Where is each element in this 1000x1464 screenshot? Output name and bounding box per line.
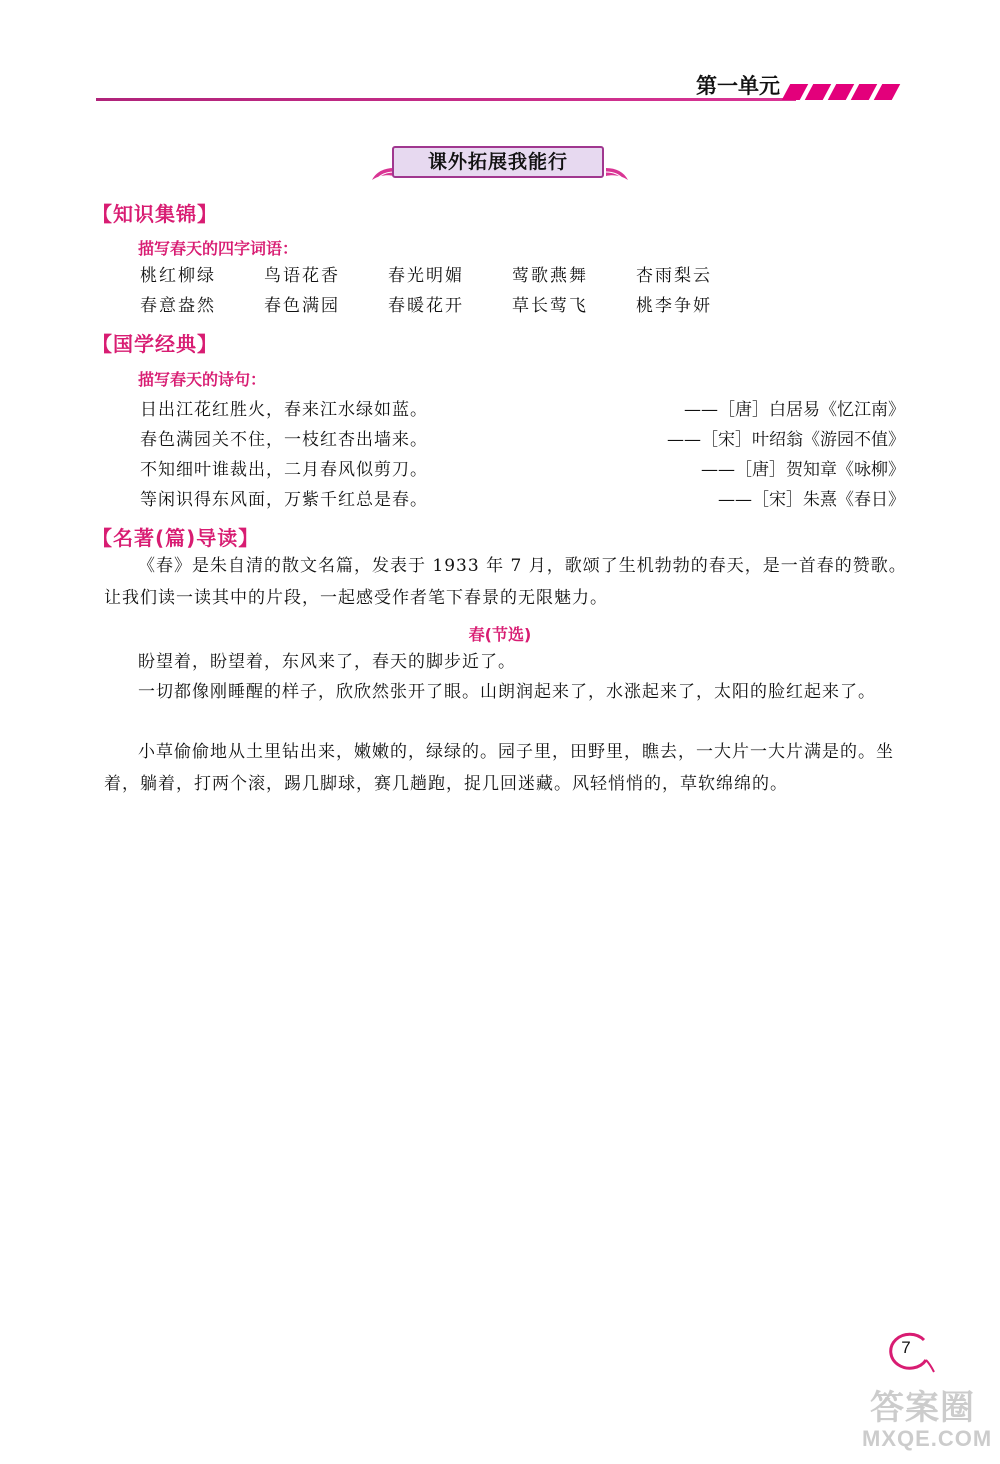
idiom: 春暖花开 xyxy=(388,296,464,316)
watermark xyxy=(862,1380,992,1460)
classics-heading: 【国学经典】 xyxy=(92,332,218,356)
idiom: 桃李争妍 xyxy=(636,296,712,316)
poem-line: 春色满园关不住，一枝红杏出墙来。 xyxy=(140,430,428,450)
excerpt-title: 春(节选) xyxy=(468,625,532,644)
right-ornament-icon xyxy=(604,164,630,182)
idiom: 杏雨梨云 xyxy=(636,266,712,286)
poem-line: 不知细叶谁裁出，二月春风似剪刀。 xyxy=(140,460,428,480)
poem-source: ——［宋］朱熹《春日》 xyxy=(718,490,905,510)
poem-source: ——［唐］白居易《忆江南》 xyxy=(684,400,905,420)
knowledge-heading: 【知识集锦】 xyxy=(92,202,218,226)
unit-title: 第一单元 xyxy=(696,74,780,98)
watermark-en: MXQE.COM xyxy=(862,1426,993,1451)
poem-source: ——［宋］叶绍翁《游园不值》 xyxy=(667,430,905,450)
poem-line: 等闲识得东风面，万紫千红总是春。 xyxy=(140,490,428,510)
poem-line: 日出江花红胜火，春来江水绿如蓝。 xyxy=(140,400,428,420)
reading-intro: 《春》是朱自清的散文名篇，发表于 1933 年 7 月，歌颂了生机勃勃的春天，是一首春的赞歌。让我们读一读其中的片段，一起感受作者笔下春景的无限魅力。 xyxy=(104,556,907,608)
poem-source: ——［唐］贺知章《咏柳》 xyxy=(701,460,905,480)
watermark-cn: 答案圈 xyxy=(870,1388,975,1428)
header-stripes xyxy=(786,84,904,100)
excerpt-paragraph: 一切都像刚睡醒的样子，欣欣然张开了眼。山朗润起来了，水涨起来了，太阳的脸红起来了。 xyxy=(138,682,876,702)
page-number-badge xyxy=(880,1330,936,1374)
idiom: 春色满园 xyxy=(264,296,340,316)
banner-title: 课外拓展我能行 xyxy=(392,146,604,178)
idiom: 桃红柳绿 xyxy=(140,266,216,286)
idiom: 春意盎然 xyxy=(140,296,216,316)
idiom: 春光明媚 xyxy=(388,266,464,286)
page-number: 7 xyxy=(901,1338,911,1357)
section-banner xyxy=(370,142,630,186)
idiom: 草长莺飞 xyxy=(512,296,588,316)
classics-subheading: 描写春天的诗句： xyxy=(138,370,267,389)
header-rule xyxy=(96,98,796,101)
excerpt-paragraph: 盼望着，盼望着，东风来了，春天的脚步近了。 xyxy=(138,652,516,672)
reading-heading: 【名著(篇)导读】 xyxy=(92,526,260,550)
unit-header xyxy=(96,70,904,104)
excerpt-paragraph: 小草偷偷地从土里钻出来，嫩嫩的，绿绿的。园子里，田野里，瞧去，一大片一大片满是的。坐着，躺着，打两个滚，踢几脚球，赛几趟跑，捉几回迷藏。风轻悄悄的，草软绵绵的。 xyxy=(104,742,894,794)
knowledge-subheading: 描写春天的四字词语： xyxy=(138,239,299,258)
idiom: 鸟语花香 xyxy=(264,266,340,286)
idiom: 莺歌燕舞 xyxy=(512,266,588,286)
